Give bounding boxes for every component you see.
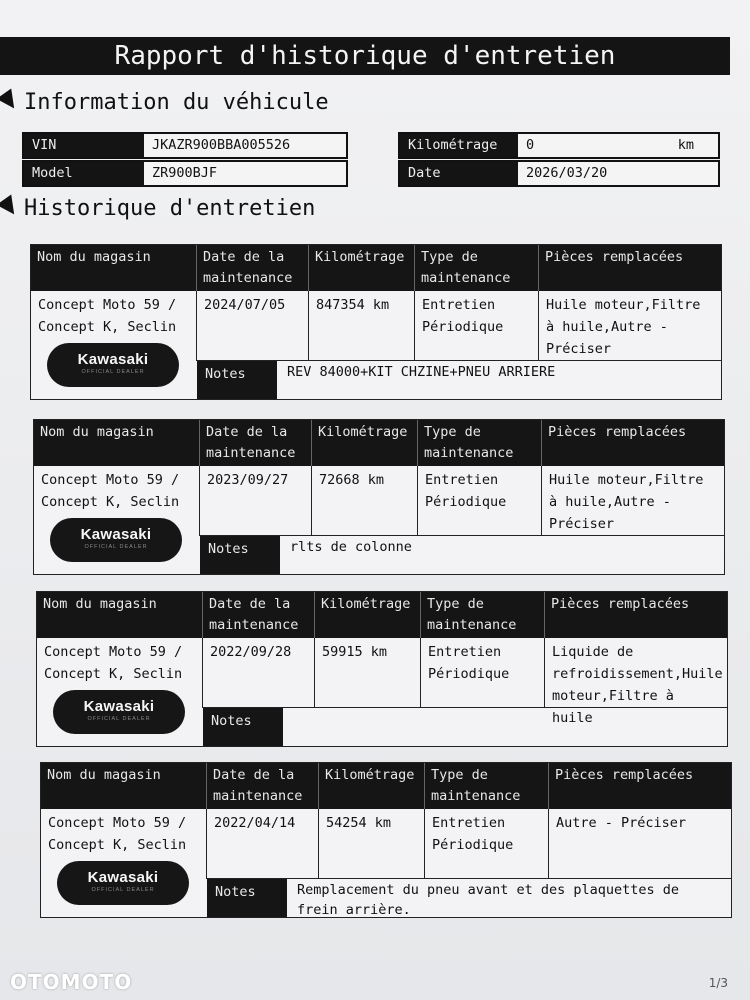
record-notes: Remplacement du pneu avant et des plaquettes de frein arrière. (297, 882, 680, 918)
logo-dealer: OFFICIAL DEALER (87, 716, 151, 722)
kawasaki-logo (57, 861, 189, 905)
record-header (37, 592, 727, 638)
col-shop: Nom du magasin (31, 245, 197, 291)
model-label: Model (24, 162, 144, 185)
pin-icon (0, 194, 22, 219)
date-label: Date (400, 162, 518, 185)
col-shop: Nom du magasin (37, 592, 203, 638)
col-date: Date de la maintenance (200, 420, 312, 466)
col-parts: Pièces remplacées (545, 249, 684, 265)
col-type: Type de maintenance (418, 420, 542, 466)
notes-label: Notes (207, 879, 287, 917)
vin-value: JKAZR900BBA005526 (152, 137, 291, 153)
col-shop: Nom du magasin (34, 420, 200, 466)
col-km: Kilométrage (312, 420, 418, 466)
record-date: 2022/09/28 (203, 638, 315, 708)
report-title: Rapport d'historique d'entretien (0, 37, 730, 75)
record-notes (283, 708, 727, 746)
record-notes: REV 84000+KIT CHZINE+PNEU ARRIERE (287, 364, 556, 380)
record-date: 2024/07/05 (197, 291, 309, 361)
logo-dealer: OFFICIAL DEALER (91, 887, 155, 893)
date-field (398, 160, 720, 187)
kawasaki-logo (53, 690, 185, 734)
col-type: Type de maintenance (421, 592, 545, 638)
notes-label: Notes (197, 361, 277, 399)
record-type: Entretien Périodique (418, 466, 542, 536)
record-header (34, 420, 724, 466)
record-type: Entretien Périodique (415, 291, 539, 361)
record-parts: Liquide de refroidissement,Huile moteur,Filtre à huile (545, 638, 727, 708)
mileage-value (518, 134, 718, 157)
logo-brand: Kawasaki (87, 869, 159, 886)
col-parts: Pièces remplacées (555, 767, 694, 783)
model-field (22, 160, 348, 187)
col-km: Kilométrage (309, 245, 415, 291)
maintenance-record (33, 419, 725, 575)
page-number: 1/3 (708, 976, 728, 990)
col-parts: Pièces remplacées (548, 424, 687, 440)
record-shop: Concept Moto 59 / Concept K, Seclin (31, 291, 197, 361)
col-km: Kilométrage (319, 763, 425, 809)
record-date: 2023/09/27 (200, 466, 312, 536)
col-date: Date de la maintenance (207, 763, 319, 809)
record-parts: Huile moteur,Filtre à huile,Autre - Préciser (542, 466, 724, 536)
vehicle-section-heading: Information du véhicule (24, 90, 329, 115)
col-shop: Nom du magasin (41, 763, 207, 809)
logo-brand: Kawasaki (77, 351, 149, 368)
col-type: Type de maintenance (425, 763, 549, 809)
logo-dealer: OFFICIAL DEALER (81, 369, 145, 375)
col-date: Date de la maintenance (203, 592, 315, 638)
logo-brand: Kawasaki (80, 526, 152, 543)
vin-label: VIN (24, 134, 144, 157)
record-km: 59915 km (315, 638, 421, 708)
date-value: 2026/03/20 (526, 165, 608, 181)
col-type: Type de maintenance (415, 245, 539, 291)
maintenance-record (30, 244, 722, 400)
record-parts: Huile moteur,Filtre à huile,Autre - Préciser (539, 291, 721, 361)
record-km: 72668 km (312, 466, 418, 536)
record-shop: Concept Moto 59 / Concept K, Seclin (34, 466, 200, 536)
col-date: Date de la maintenance (197, 245, 309, 291)
mileage-field (398, 132, 720, 159)
mileage-label: Kilométrage (400, 134, 518, 157)
record-type: Entretien Périodique (425, 809, 549, 879)
record-date: 2022/04/14 (207, 809, 319, 879)
record-shop: Concept Moto 59 / Concept K, Seclin (37, 638, 203, 708)
record-type: Entretien Périodique (421, 638, 545, 708)
record-header (31, 245, 721, 291)
record-shop: Concept Moto 59 / Concept K, Seclin (41, 809, 207, 879)
logo-dealer: OFFICIAL DEALER (84, 544, 148, 550)
history-section-heading: Historique d'entretien (24, 196, 316, 221)
col-km: Kilométrage (315, 592, 421, 638)
record-parts: Autre - Préciser (549, 809, 731, 879)
mileage-number: 0 (526, 137, 535, 153)
record-km: 54254 km (319, 809, 425, 879)
model-value: ZR900BJF (152, 165, 218, 181)
maintenance-record (40, 762, 732, 918)
vin-field (22, 132, 348, 159)
logo-brand: Kawasaki (83, 698, 155, 715)
pin-icon (0, 88, 22, 113)
col-parts: Pièces remplacées (551, 596, 690, 612)
notes-label: Notes (203, 708, 283, 746)
maintenance-record (36, 591, 728, 747)
record-header (41, 763, 731, 809)
otomoto-watermark: OTOMOTO (10, 970, 133, 994)
mileage-unit: km (677, 137, 694, 153)
kawasaki-logo (47, 343, 179, 387)
record-notes: rlts de colonne (290, 539, 412, 555)
kawasaki-logo (50, 518, 182, 562)
record-km: 847354 km (309, 291, 415, 361)
notes-label: Notes (200, 536, 280, 574)
